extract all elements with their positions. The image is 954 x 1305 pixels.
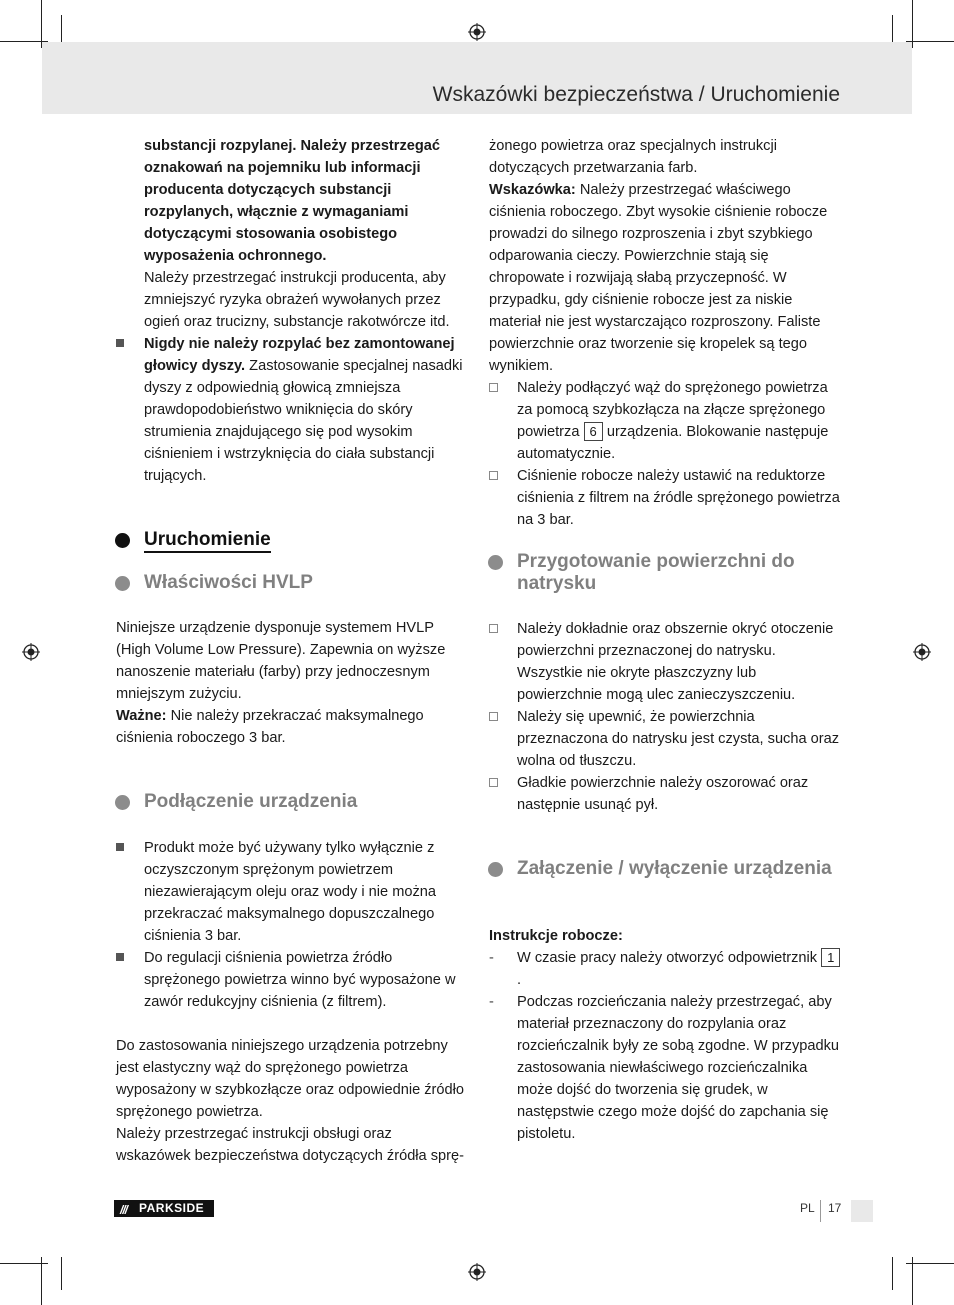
list-item: Należy się upewnić, że powierzchnia przeznaczona do natrysku jest czysta, sucha oraz wolna od tłuszczu. (489, 706, 841, 772)
page-title: Wskazówki bezpieczeństwa / Uruchomienie (432, 83, 840, 106)
dash-bullet: - (489, 950, 494, 966)
section-heading-hvlp: Właściwości HVLP (144, 572, 313, 594)
left-column-intro (116, 135, 466, 487)
part-ref-6: 6 (584, 422, 603, 441)
footer-lang: PL (800, 1201, 815, 1215)
note-text: Należy przestrzegać właściwego ciśnienia roboczego. Zbyt wysokie ciśnienie robocze prowadzi do silnego rozproszenia i zbyt szybkiego odparowania cieczy. Powierzchnie stają się chropowate i rozwijają słabą przyczepność. W przypadku, gdy ciśnienie robocze jest za niskie materiał nie jest wystarczająco rozproszony. Faliste powierzchnie oraz tworzenie się kropelek są tego wynikiem. (489, 182, 828, 374)
list-item: Gładkie powierzchnie należy oszorować oraz następnie usunąć pył. (489, 772, 841, 816)
right-column-intro (489, 135, 841, 531)
note-label: Wskazówka: (489, 182, 576, 198)
section-heading-prep: Przygotowanie powierzchni do natrysku (517, 551, 837, 595)
square-bullet-icon (116, 837, 136, 859)
registration-mark-icon (22, 643, 40, 661)
bullet-dot-icon (115, 576, 130, 591)
list-item: Należy dokładnie oraz obszernie okryć otoczenie powierzchni przeznaczonej do natrysku. Wszystkie nie okryte płaszczyzny lub powierzchnie mogą ulec zanieczyszczeniu. (489, 618, 841, 706)
section-heading-connect: Podłączenie urządzenia (144, 791, 357, 813)
bullet-dot-icon (115, 795, 130, 810)
continued-text: żonego powietrza oraz specjalnych instrukcji dotyczących przetwarzania farb. (489, 138, 777, 176)
crop-mark (41, 0, 42, 48)
crop-mark (912, 0, 913, 48)
section-heading-onoff: Załączenie / wyłączenie urządzenia (517, 858, 837, 880)
connect-text-2: Należy przestrzegać instrukcji obsługi oraz wskazówek bezpieczeństwa dotyczących źródła sprę- (116, 1126, 464, 1164)
list-item: Należy podłączyć wąż do sprężonego powietrza za pomocą szybkozłącza na złącze sprężonego powietrza 6 urządzenia. Blokowanie następuje automatycznie. (489, 377, 841, 465)
registration-mark-icon (468, 23, 486, 41)
list-item: Produkt może być używany tylko wyłącznie z oczyszczonym sprężonym powietrzem niezawierającym oleju oraz wody i nie można przekraczać maksymalnego dopuszczalnego ciśnienia 3 bar. (116, 837, 466, 947)
square-bullet-icon (116, 333, 136, 355)
section-heading-uruchomienie: Uruchomienie (144, 529, 271, 551)
bullet-dot-icon (488, 862, 503, 877)
bullet-text: Zastosowanie specjalnej nasadki dyszy z odpowiednią głowicą zmniejsza prawdopodobieństwo wniknięcia do skóry strumienia znajdującego się pod wysokim ciśnieniem i wstrzyknięcia do ciała substancji trujących. (144, 358, 463, 484)
dash-bullet: - (489, 994, 494, 1010)
crop-mark (61, 1257, 62, 1290)
crop-mark (906, 41, 954, 42)
parkside-logo: /// PARKSIDE (114, 1200, 214, 1217)
hvlp-paragraph (116, 617, 466, 749)
intro-bold-text: substancji rozpylanej. Należy przestrzegać oznakowań na pojemniku lub informacji producenta dotyczących substancji rozpylanych, włącznie z wymaganiami dotyczącymi stosowania osobistego wyposażenia ochronnego. (144, 138, 441, 264)
bullet-dot-icon (115, 533, 130, 548)
connect-paragraph (116, 1035, 466, 1167)
bullet-bold-text: Nigdy nie należy rozpylać bez zamontowanej głowicy dyszy. (144, 336, 455, 374)
checkbox-bullet-icon (489, 706, 509, 728)
footer-tab (851, 1200, 873, 1222)
checkbox-bullet-icon (489, 377, 509, 399)
connect-text-1: Do zastosowania niniejszego urządzenia potrzebny jest elastyczny wąż do sprężonego powietrza wyposażony w szybkozłącze oraz odpowiednie źródło sprężonego powietrza. (116, 1038, 464, 1120)
connect-list (116, 837, 466, 1013)
note-label: Ważne: (116, 708, 167, 724)
square-bullet-icon (116, 947, 136, 969)
instructions (489, 925, 841, 1145)
registration-mark-icon (468, 1263, 486, 1281)
list-item: - W czasie pracy należy otworzyć odpowietrznik 1. (489, 947, 841, 991)
list-item: - Podczas rozcieńczania należy przestrzegać, aby materiał przeznaczony do rozpylania oraz rozcieńczalnik były ze sobą zgodne. W przypadku zastosowania niewłaściwego rozcieńczalnika może dojść do tworzenia się grudek, w następstwie czego może dojść do zapchania się pistoletu. (489, 991, 841, 1145)
registration-mark-icon (913, 643, 931, 661)
crop-mark (41, 1257, 42, 1305)
logo-stripes-icon: /// (120, 1203, 128, 1217)
checkbox-bullet-icon (489, 465, 509, 487)
crop-mark (892, 1257, 893, 1290)
page-number: 17 (828, 1201, 842, 1215)
bullet-dot-icon (488, 555, 503, 570)
hvlp-text: Niniejsze urządzenie dysponuje systemem HVLP (High Volume Low Pressure). Zapewnia on wyższe nanoszenie materiału (farby) przy jednoczesnym mniejszym zużyciu. (116, 620, 446, 702)
list-item: Do regulacji ciśnienia powietrza źródło sprężonego powietrza winno być wyposażone w zawór redukcyjny ciśnienia (z filtrem). (116, 947, 466, 1013)
list-item (116, 333, 466, 487)
crop-mark (906, 1263, 954, 1264)
instructions-label: Instrukcje robocze: (489, 928, 623, 944)
intro-text: Należy przestrzegać instrukcji producenta, aby zmniejszyć ryzyka obrażeń wywołanych przez ogień oraz trucizny, substancje rakotwórcze itd. (144, 270, 450, 330)
footer-divider (820, 1200, 821, 1222)
checkbox-bullet-icon (489, 618, 509, 640)
checkbox-bullet-icon (489, 772, 509, 794)
list-item: Ciśnienie robocze należy ustawić na reduktorze ciśnienia z filtrem na źródle sprężonego powietrza na 3 bar. (489, 465, 841, 531)
prep-list (489, 618, 841, 816)
part-ref-1: 1 (821, 948, 840, 967)
crop-mark (912, 1257, 913, 1305)
note-text: Nie należy przekraczać maksymalnego ciśnienia roboczego 3 bar. (116, 708, 424, 746)
